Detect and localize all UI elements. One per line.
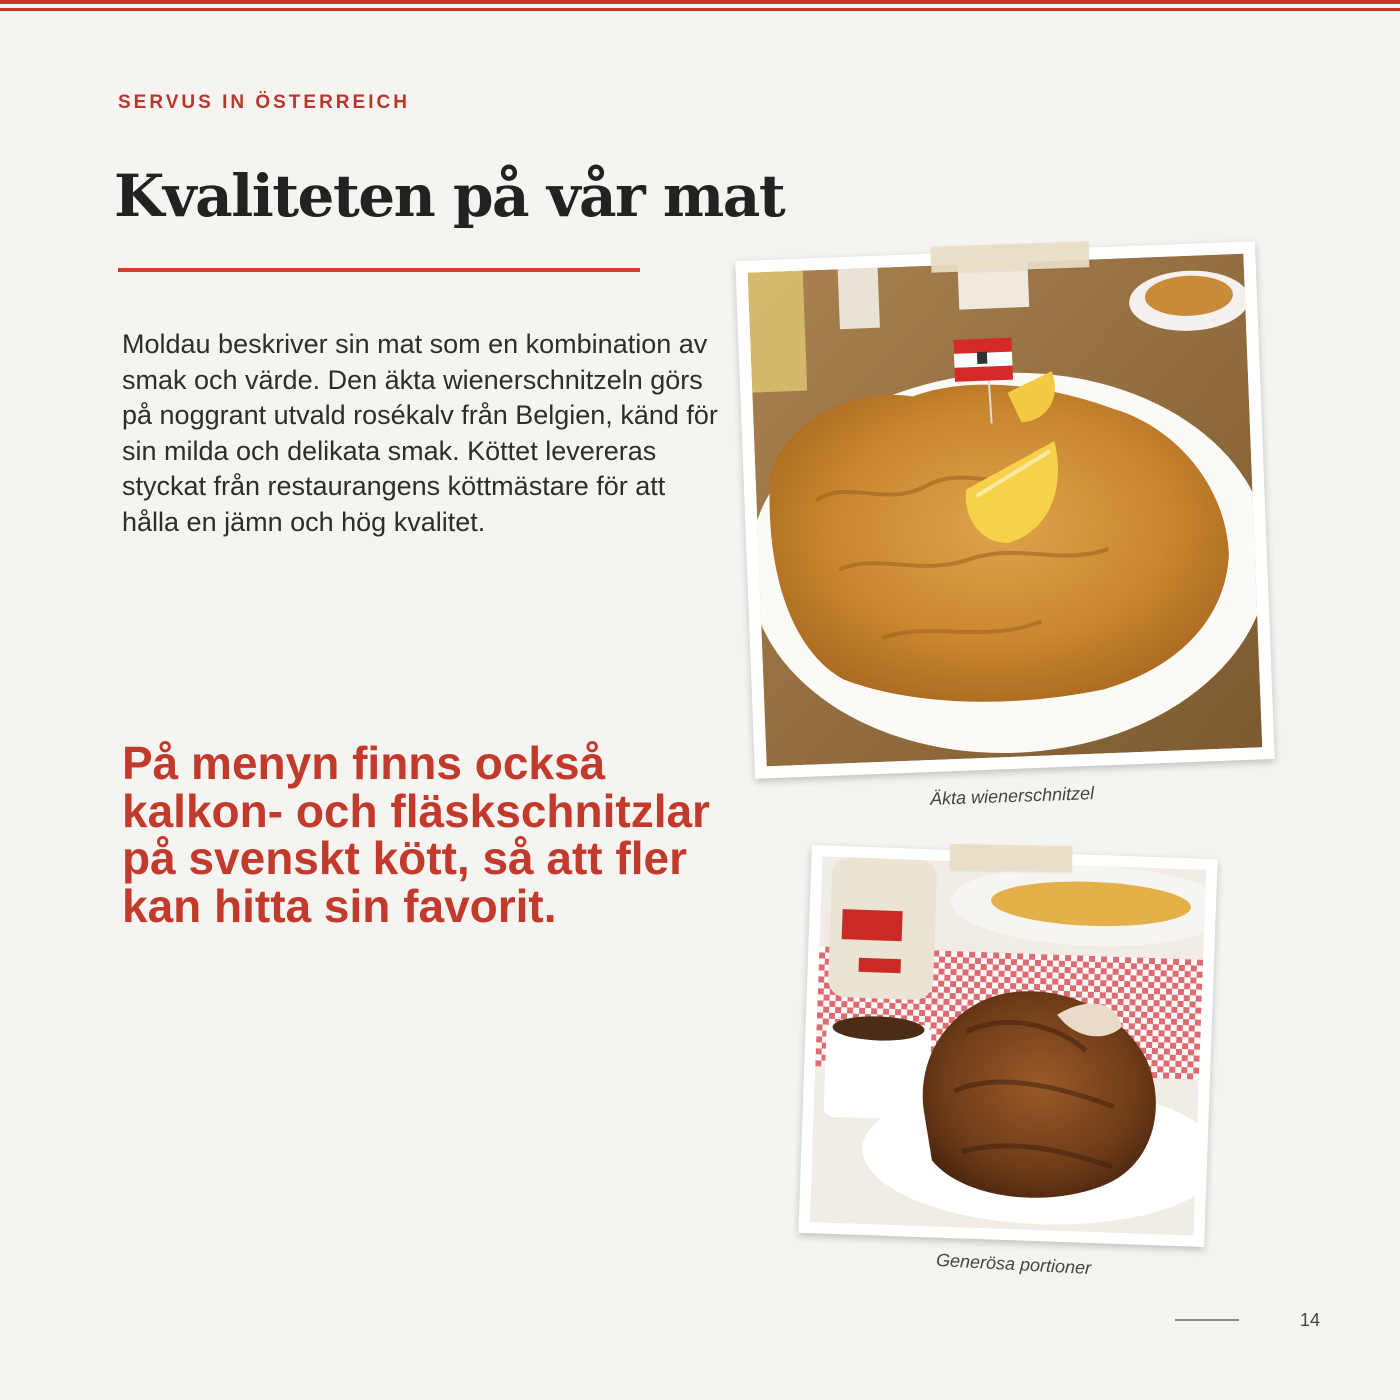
tape-strip xyxy=(931,241,1090,272)
title-underline xyxy=(118,268,640,272)
photo-caption: Generösa portioner xyxy=(935,1249,1092,1279)
section-kicker: SERVUS IN ÖSTERREICH xyxy=(118,92,410,113)
page-title: Kvaliteten på vår mat xyxy=(114,162,785,230)
schnitzel-photo xyxy=(748,254,1263,767)
top-border-stripe-secondary xyxy=(0,8,1400,11)
photo-frame-schnitzel xyxy=(735,241,1275,779)
pork-knuckle-photo xyxy=(810,856,1207,1235)
top-border-stripe xyxy=(0,0,1400,4)
photo-caption: Äkta wienerschnitzel xyxy=(929,783,1095,809)
tape-strip xyxy=(950,844,1072,872)
footer-rule xyxy=(1175,1319,1239,1321)
pull-quote: På menyn finns också kalkon- och fläskschnitzlar på svenskt kött, så att fler kan hitta sin favorit. xyxy=(122,737,710,932)
photo-frame-portion xyxy=(798,845,1217,1247)
body-paragraph: Moldau beskriver sin mat som en kombination av smak och värde. Den äkta wienerschnitzeln görs på noggrant utvald rosékalv från Belgien, känd för sin milda och delikata smak. Köttet levereras styckat från restaurangens köttmästare för att hålla en jämn och hög kvalitet. xyxy=(122,329,718,537)
page-number: 14 xyxy=(1300,1310,1321,1330)
